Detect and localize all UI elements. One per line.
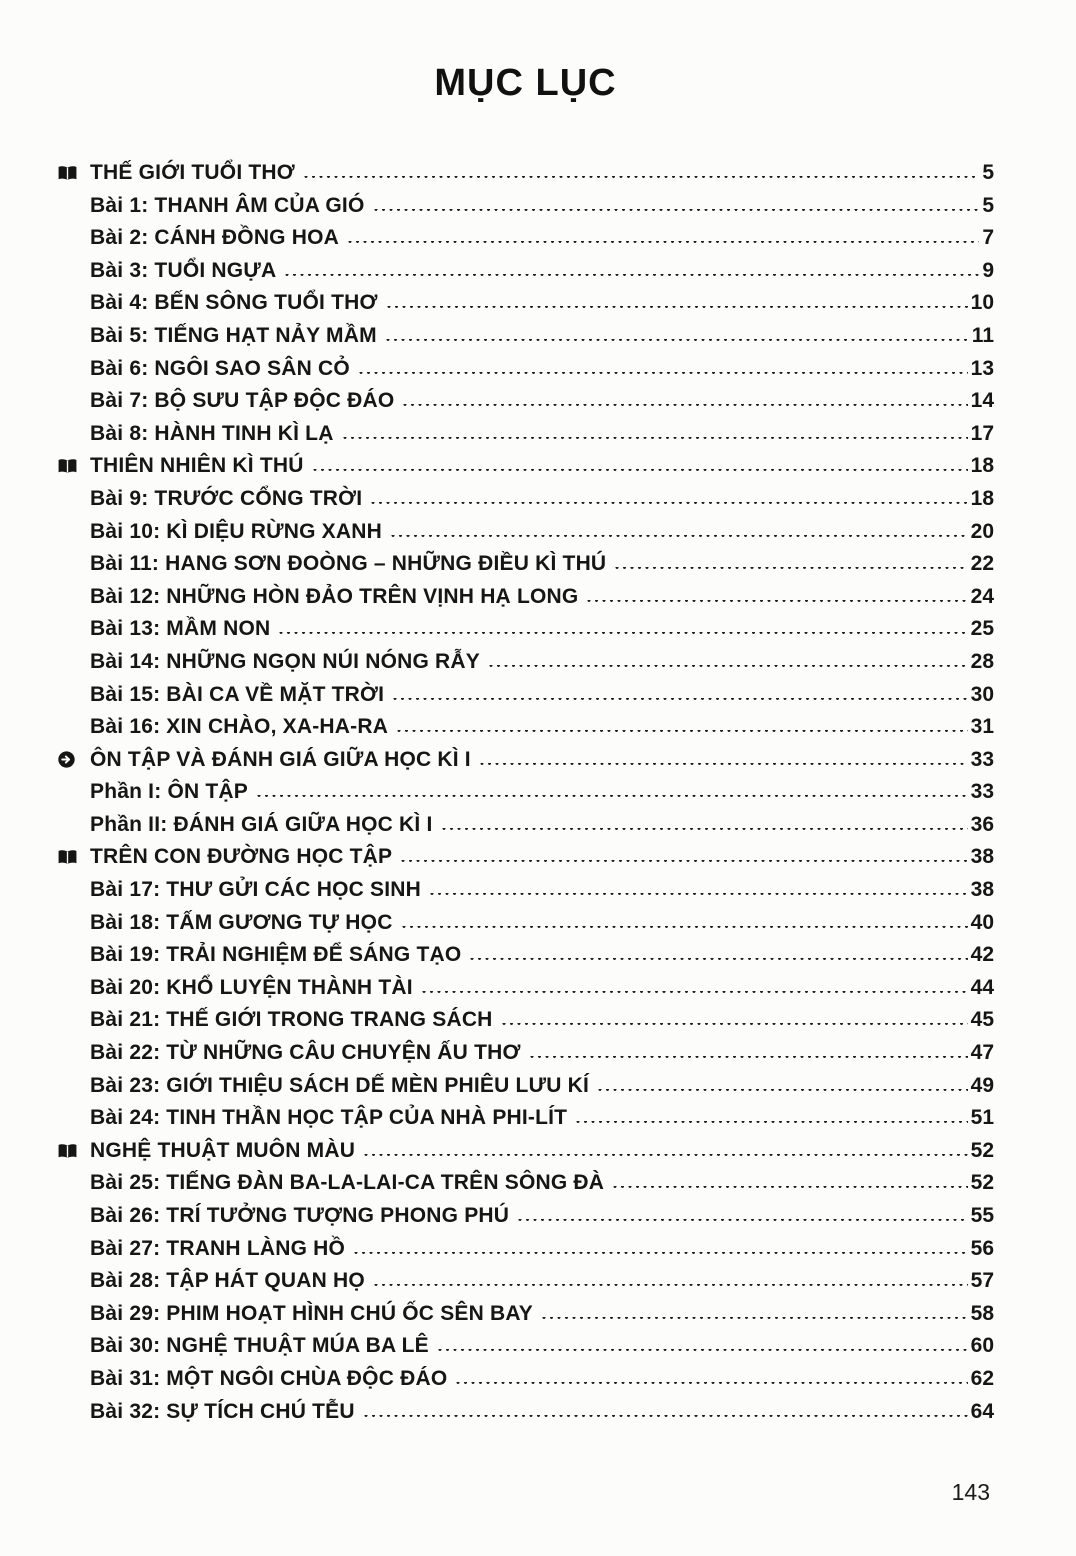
toc-page-number: 13	[970, 356, 994, 380]
toc-entry-title: Bài 26: TRÍ TƯỞNG TƯỢNG PHONG PHÚ	[90, 1204, 510, 1227]
toc-entry-title: Phần II: ĐÁNH GIÁ GIỮA HỌC KÌ I	[90, 812, 433, 836]
toc-entry-title: Bài 19: TRẢI NGHIỆM ĐỂ SÁNG TẠO	[90, 943, 462, 967]
toc-entry-title: Bài 18: TẤM GƯƠNG TỰ HỌC	[90, 910, 393, 934]
toc-entry-row	[57, 255, 994, 288]
toc-page-number: 36	[970, 812, 994, 836]
toc-entry-row	[57, 1200, 994, 1233]
book-icon	[57, 849, 90, 866]
dotted-leader	[397, 730, 968, 733]
toc-page-number: 18	[970, 454, 994, 478]
toc-page-number: 58	[970, 1301, 994, 1325]
toc-entry-row	[57, 1167, 994, 1200]
dotted-leader	[613, 1186, 967, 1189]
toc-entry-title: Bài 15: BÀI CA VỀ MẶT TRỜI	[90, 682, 385, 706]
dotted-leader	[391, 535, 968, 538]
dotted-leader	[518, 1219, 968, 1222]
toc-page-number: 10	[970, 291, 994, 315]
toc-entry-title: Bài 9: TRƯỚC CỔNG TRỜI	[90, 486, 363, 510]
toc-list	[57, 157, 994, 1428]
dotted-leader	[587, 600, 967, 603]
dotted-leader	[456, 1382, 967, 1385]
toc-entry-title: Bài 28: TẬP HÁT QUAN HỌ	[90, 1269, 365, 1293]
toc-page-number: 25	[970, 617, 994, 641]
review-arrow-icon	[57, 750, 90, 769]
dotted-leader	[402, 926, 968, 929]
toc-page-number: 47	[970, 1041, 994, 1065]
toc-page-number: 42	[970, 943, 994, 967]
page-title: MỤC LỤC	[434, 62, 617, 104]
toc-entry-row	[57, 1004, 994, 1037]
toc-page-number: 22	[970, 552, 994, 576]
toc-entry-title: Bài 2: CÁNH ĐỒNG HOA	[90, 226, 340, 250]
dotted-leader	[364, 1415, 968, 1418]
toc-section-row	[57, 841, 994, 874]
dotted-leader	[615, 567, 967, 570]
dotted-leader	[502, 1023, 968, 1026]
toc-page-number: 57	[970, 1269, 994, 1293]
book-icon	[57, 458, 90, 475]
dotted-leader	[386, 339, 969, 342]
dotted-leader	[542, 1317, 968, 1320]
toc-page-number: 11	[971, 323, 994, 347]
toc-page-number: 55	[970, 1204, 994, 1227]
dotted-leader	[430, 893, 968, 896]
toc-entry-title: Bài 3: TUỔI NGỰA	[90, 258, 277, 282]
book-icon	[57, 1143, 90, 1160]
toc-entry-title: Bài 30: NGHỆ THUẬT MÚA BA LÊ	[90, 1334, 429, 1358]
toc-page-number: 38	[970, 845, 994, 869]
toc-entry-title: Bài 32: SỰ TÍCH CHÚ TỄU	[90, 1399, 355, 1423]
toc-page-number: 52	[970, 1171, 994, 1195]
page-number: 143	[951, 1479, 990, 1505]
toc-entry-row	[57, 1330, 994, 1363]
toc-entry-title: Bài 21: THẾ GIỚI TRONG TRANG SÁCH	[90, 1008, 493, 1032]
toc-page-number: 14	[970, 389, 994, 413]
toc-section-row	[57, 744, 994, 777]
toc-page-number: 62	[970, 1366, 994, 1390]
dotted-leader	[313, 469, 968, 472]
toc-entry-row	[57, 222, 994, 255]
toc-entry-row	[57, 1396, 994, 1429]
toc-entry-title: Bài 17: THƯ GỬI CÁC HỌC SINH	[90, 878, 421, 902]
toc-entry-row	[57, 483, 994, 516]
toc-entry-row	[57, 287, 994, 320]
toc-section-title: NGHỆ THUẬT MUÔN MÀU	[90, 1138, 356, 1162]
toc-entry-title: Bài 8: HÀNH TINH KÌ LẠ	[90, 421, 334, 445]
toc-entry-row	[57, 1102, 994, 1135]
toc-page-number: 60	[970, 1334, 994, 1358]
toc-entry-row	[57, 353, 994, 386]
toc-entry-title: Bài 1: THANH ÂM CỦA GIÓ	[90, 193, 365, 217]
toc-page-number: 33	[970, 780, 994, 804]
book-icon	[57, 165, 90, 182]
dotted-leader	[374, 209, 980, 212]
dotted-leader	[285, 274, 979, 277]
toc-section-row	[57, 450, 994, 483]
toc-entry-row	[57, 776, 994, 809]
toc-page-number: 49	[970, 1073, 994, 1097]
toc-entry-title: Bài 31: MỘT NGÔI CHÙA ĐỘC ĐÁO	[90, 1366, 448, 1390]
toc-entry-title: Bài 22: TỪ NHỮNG CÂU CHUYỆN ẤU THƠ	[90, 1041, 521, 1065]
toc-entry-row	[57, 613, 994, 646]
toc-entry-row	[57, 907, 994, 940]
toc-entry-title: Bài 11: HANG SƠN ĐOÒNG – NHỮNG ĐIỀU KÌ THÚ	[90, 552, 607, 576]
dotted-leader	[576, 1121, 967, 1124]
toc-entry-row	[57, 874, 994, 907]
toc-entry-row	[57, 711, 994, 744]
dotted-leader	[387, 306, 968, 309]
toc-section-row	[57, 1135, 994, 1168]
toc-page-number: 51	[970, 1106, 994, 1130]
toc-page-number: 20	[970, 519, 994, 543]
dotted-leader	[371, 502, 967, 505]
dotted-leader	[304, 176, 979, 179]
toc-entry-title: Bài 12: NHỮNG HÒN ĐẢO TRÊN VỊNH HẠ LONG	[90, 584, 579, 608]
toc-entry-row	[57, 1298, 994, 1331]
toc-entry-row	[57, 809, 994, 842]
toc-page-number: 31	[970, 715, 994, 739]
toc-section-title: TRÊN CON ĐƯỜNG HỌC TẬP	[90, 845, 393, 869]
dotted-leader	[359, 372, 968, 375]
dotted-leader	[422, 991, 968, 994]
toc-page-number: 5	[982, 161, 994, 184]
toc-entry-row	[57, 972, 994, 1005]
toc-entry-row	[57, 939, 994, 972]
toc-entry-row	[57, 1363, 994, 1396]
toc-page-number: 30	[970, 682, 994, 706]
toc-page-number: 33	[970, 747, 994, 771]
toc-entry-title: Bài 23: GIỚI THIỆU SÁCH DẾ MÈN PHIÊU LƯU KÍ	[90, 1073, 589, 1097]
toc-page-number: 17	[970, 421, 994, 445]
dotted-leader	[403, 404, 967, 407]
toc-page-number: 40	[970, 910, 994, 934]
toc-page-number: 38	[970, 878, 994, 902]
toc-entry-row	[57, 1233, 994, 1266]
dotted-leader	[480, 763, 968, 766]
toc-entry-row	[57, 548, 994, 581]
toc-entry-row	[57, 418, 994, 451]
toc-page-number: 7	[982, 226, 994, 250]
dotted-leader	[354, 1252, 968, 1255]
dotted-leader	[279, 632, 967, 635]
toc-entry-row	[57, 516, 994, 549]
dotted-leader	[598, 1089, 968, 1092]
toc-entry-row	[57, 1265, 994, 1298]
toc-page-number: 5	[982, 193, 994, 217]
dotted-leader	[393, 698, 967, 701]
dotted-leader	[470, 958, 967, 961]
toc-entry-title: Bài 25: TIẾNG ĐÀN BA-LA-LAI-CA TRÊN SÔNG ĐÀ	[90, 1171, 605, 1195]
toc-entry-row	[57, 320, 994, 353]
dotted-leader	[438, 1349, 968, 1352]
toc-entry-title: Bài 20: KHỔ LUYỆN THÀNH TÀI	[90, 975, 413, 999]
toc-entry-title: Bài 14: NHỮNG NGỌN NÚI NÓNG RẪY	[90, 649, 480, 673]
dotted-leader	[530, 1056, 968, 1059]
toc-entry-title: Bài 16: XIN CHÀO, XA-HA-RA	[90, 715, 389, 739]
dotted-leader	[442, 828, 968, 831]
toc-entry-title: Bài 10: KÌ DIỆU RỪNG XANH	[90, 519, 382, 543]
toc-entry-title: Bài 29: PHIM HOẠT HÌNH CHÚ ỐC SÊN BAY	[90, 1301, 534, 1325]
toc-page-number: 18	[970, 486, 994, 510]
dotted-leader	[364, 1154, 968, 1157]
toc-section-title: ÔN TẬP VÀ ĐÁNH GIÁ GIỮA HỌC KÌ I	[90, 747, 471, 771]
toc-entry-row	[57, 190, 994, 223]
toc-page-number: 52	[970, 1138, 994, 1162]
toc-entry-row	[57, 1070, 994, 1103]
toc-section-title: THẾ GIỚI TUỔI THƠ	[90, 161, 295, 184]
toc-page-number: 44	[970, 975, 994, 999]
toc-page-number: 24	[970, 584, 994, 608]
toc-entry-title: Bài 24: TINH THẦN HỌC TẬP CỦA NHÀ PHI-LÍT	[90, 1106, 568, 1130]
dotted-leader	[401, 860, 967, 863]
toc-entry-title: Phần I: ÔN TẬP	[90, 780, 248, 804]
toc-entry-title: Bài 4: BẾN SÔNG TUỔI THƠ	[90, 291, 378, 315]
toc-entry-title: Bài 27: TRANH LÀNG HỒ	[90, 1236, 346, 1260]
toc-entry-row	[57, 646, 994, 679]
toc-page-number: 64	[970, 1399, 994, 1423]
toc-page-number: 45	[970, 1008, 994, 1032]
toc-entry-row	[57, 581, 994, 614]
toc-section-title: THIÊN NHIÊN KÌ THÚ	[90, 454, 304, 478]
toc-section-row	[57, 157, 994, 190]
dotted-leader	[374, 1284, 968, 1287]
dotted-leader	[343, 437, 968, 440]
dotted-leader	[489, 665, 968, 668]
toc-entry-row	[57, 1037, 994, 1070]
toc-entry-title: Bài 7: BỘ SƯU TẬP ĐỘC ĐÁO	[90, 389, 395, 413]
toc-entry-row	[57, 385, 994, 418]
toc-entry-title: Bài 5: TIẾNG HẠT NẢY MẦM	[90, 323, 377, 347]
toc-entry-row	[57, 679, 994, 712]
dotted-leader	[348, 241, 979, 244]
toc-entry-title: Bài 13: MẦM NON	[90, 617, 271, 641]
toc-entry-title: Bài 6: NGÔI SAO SÂN CỎ	[90, 356, 350, 380]
dotted-leader	[257, 795, 968, 798]
toc-page-number: 9	[982, 258, 994, 282]
toc-page-number: 28	[970, 649, 994, 673]
toc-page-number: 56	[970, 1236, 994, 1260]
